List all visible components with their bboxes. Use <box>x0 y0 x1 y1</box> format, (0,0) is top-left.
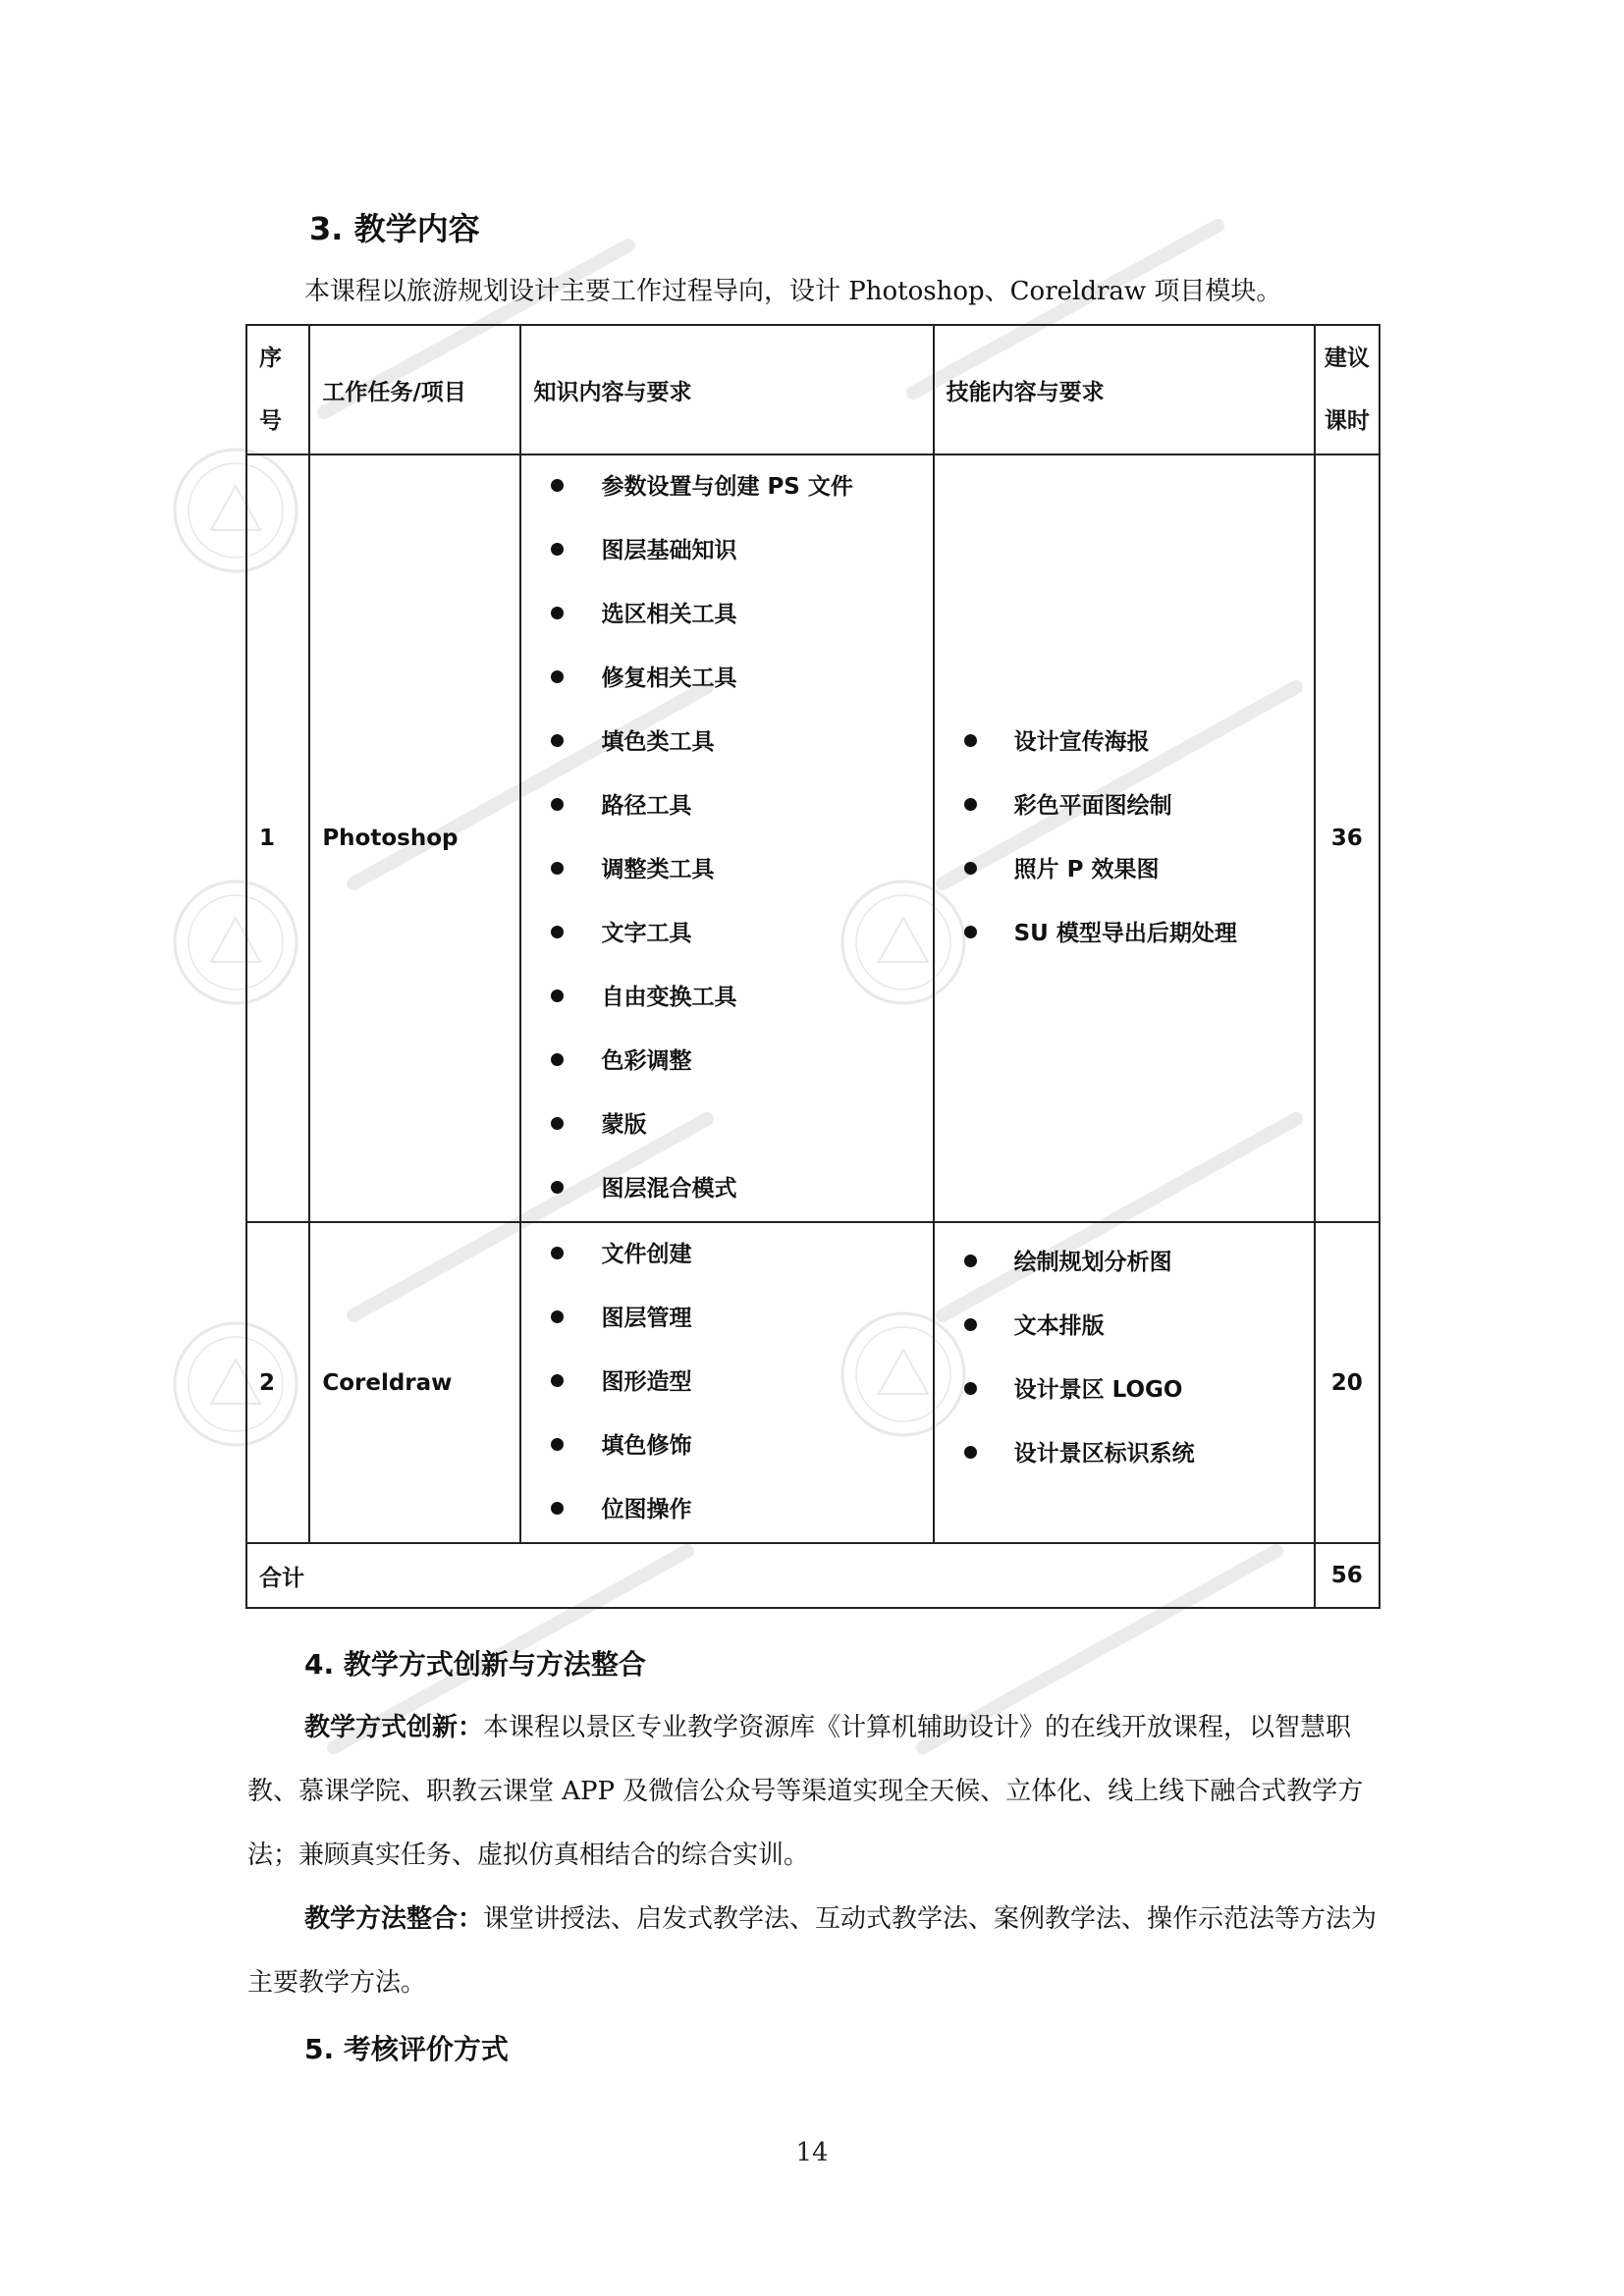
knowledge-list <box>533 1223 920 1542</box>
course-content-table <box>245 324 1380 1609</box>
list-item-text: 设计宣传海报 <box>1013 729 1150 755</box>
bullet-icon <box>964 1382 977 1395</box>
list-item <box>551 966 920 1030</box>
innovation-paragraph <box>247 1696 1381 1888</box>
total-hours: 56 <box>1315 1543 1380 1608</box>
list-item <box>551 838 920 902</box>
bullet-icon <box>551 1438 564 1451</box>
bullet-icon <box>964 1446 977 1459</box>
course-content-table-wrap <box>245 324 1380 1610</box>
bullet-icon <box>964 1255 977 1267</box>
bullet-icon <box>551 1502 564 1515</box>
row-task: Coreldraw <box>309 1222 520 1543</box>
list-item-text: 蒙版 <box>601 1112 647 1138</box>
bullet-icon <box>551 1247 564 1259</box>
list-item-text: 路径工具 <box>601 793 692 819</box>
list-item <box>551 1030 920 1094</box>
list-item-text: 绘制规划分析图 <box>1013 1250 1172 1275</box>
list-item <box>964 711 1302 774</box>
row-knowledge-cell <box>520 1222 933 1543</box>
table-header-row <box>246 325 1380 454</box>
list-item-text: 文字工具 <box>601 921 692 946</box>
bullet-icon <box>964 1318 977 1331</box>
list-item-text: 自由变换工具 <box>601 985 737 1010</box>
list-item-text: 照片 P 效果图 <box>1013 857 1160 882</box>
table-row <box>246 454 1380 1222</box>
list-item <box>551 1351 920 1415</box>
page-number: 14 <box>795 2138 829 2167</box>
list-item-text: 调整类工具 <box>601 857 715 882</box>
list-item <box>551 519 920 583</box>
list-item-text: 图层管理 <box>601 1306 692 1331</box>
list-item <box>551 1223 920 1287</box>
methods-lead: 教学方法整合： <box>304 1904 484 1934</box>
list-item-text: SU 模型导出后期处理 <box>1013 921 1237 946</box>
list-item-text: 文件创建 <box>601 1242 692 1267</box>
list-item <box>551 1478 920 1542</box>
list-item-text: 图层混合模式 <box>601 1176 737 1201</box>
bullet-icon <box>551 1117 564 1130</box>
bullet-icon <box>551 607 564 619</box>
innovation-text: 本课程以景区专业教学资源库《计算机辅助设计》的在线开放课程，以智慧职教、慕课学院、职教云课堂 APP 及微信公众号等渠道实现全天候、立体化、线上线下融合式教学方法；兼顾真实任务、虚拟仿真相结合的综合实训。 <box>247 1713 1364 1870</box>
list-item <box>551 1287 920 1351</box>
row-seq: 2 <box>246 1222 309 1543</box>
knowledge-list <box>533 455 920 1221</box>
list-item <box>551 647 920 711</box>
list-item-text: 设计景区 LOGO <box>1013 1377 1183 1403</box>
row-seq: 1 <box>246 454 309 1222</box>
list-item-text: 填色类工具 <box>601 729 715 755</box>
skill-list <box>947 711 1302 966</box>
list-item-text: 图形造型 <box>601 1369 692 1395</box>
bullet-icon <box>964 798 977 811</box>
methods-text: 课堂讲授法、启发式教学法、互动式教学法、案例教学法、操作示范法等方法为主要教学方法。 <box>247 1904 1378 1998</box>
list-item <box>551 902 920 966</box>
bullet-icon <box>551 1374 564 1387</box>
list-item-text: 修复相关工具 <box>601 666 737 691</box>
list-item <box>964 1231 1302 1295</box>
list-item <box>964 774 1302 838</box>
section-3-intro: 本课程以旅游规划设计主要工作过程导向，设计 Photoshop、Coreldraw 项目模块。 <box>304 277 1282 306</box>
bullet-icon <box>551 734 564 747</box>
bullet-icon <box>551 479 564 492</box>
skill-list <box>947 1231 1302 1486</box>
list-item-text: 填色修饰 <box>601 1433 692 1459</box>
header-task: 工作任务/项目 <box>309 325 520 454</box>
list-item-text: 图层基础知识 <box>601 538 737 563</box>
row-task: Photoshop <box>309 454 520 1222</box>
row-hours: 20 <box>1315 1222 1380 1543</box>
list-item-text: 位图操作 <box>601 1497 692 1522</box>
row-skill-cell <box>934 454 1315 1222</box>
list-item-text: 参数设置与创建 PS 文件 <box>601 474 853 500</box>
bullet-icon <box>964 862 977 875</box>
header-seq: 序号 <box>246 325 309 454</box>
section-5-heading: 5. 考核评价方式 <box>304 2033 509 2065</box>
section-4-heading: 4. 教学方式创新与方法整合 <box>304 1648 646 1681</box>
header-knowledge: 知识内容与要求 <box>520 325 933 454</box>
bullet-icon <box>551 1181 564 1194</box>
bullet-icon <box>551 543 564 556</box>
row-hours: 36 <box>1315 454 1380 1222</box>
table-row <box>246 1222 1380 1543</box>
header-skill: 技能内容与要求 <box>934 325 1315 454</box>
bullet-icon <box>551 989 564 1002</box>
list-item-text: 文本排版 <box>1013 1313 1105 1339</box>
list-item <box>551 455 920 519</box>
row-knowledge-cell <box>520 454 933 1222</box>
list-item-text: 彩色平面图绘制 <box>1013 793 1172 819</box>
row-skill-cell <box>934 1222 1315 1543</box>
innovation-lead: 教学方式创新： <box>304 1713 484 1742</box>
list-item-text: 选区相关工具 <box>601 602 737 627</box>
list-item <box>551 774 920 838</box>
section-3-heading: 3. 教学内容 <box>309 210 480 247</box>
list-item-text: 色彩调整 <box>601 1048 692 1074</box>
list-item <box>551 1157 920 1221</box>
bullet-icon <box>551 1053 564 1066</box>
list-item <box>964 1359 1302 1422</box>
list-item <box>964 1422 1302 1486</box>
bullet-icon <box>964 734 977 747</box>
bullet-icon <box>551 1310 564 1323</box>
bullet-icon <box>964 926 977 938</box>
list-item <box>551 1415 920 1478</box>
list-item <box>551 583 920 647</box>
bullet-icon <box>551 862 564 875</box>
list-item <box>551 1094 920 1157</box>
bullet-icon <box>551 670 564 683</box>
table-total-row <box>246 1543 1380 1608</box>
bullet-icon <box>551 798 564 811</box>
total-label: 合计 <box>246 1543 1315 1608</box>
list-item <box>551 711 920 774</box>
bullet-icon <box>551 926 564 938</box>
header-hours: 建议课时 <box>1315 325 1380 454</box>
list-item <box>964 838 1302 902</box>
list-item <box>964 1295 1302 1359</box>
list-item <box>964 902 1302 966</box>
list-item-text: 设计景区标识系统 <box>1013 1441 1195 1467</box>
methods-paragraph <box>247 1888 1381 2015</box>
